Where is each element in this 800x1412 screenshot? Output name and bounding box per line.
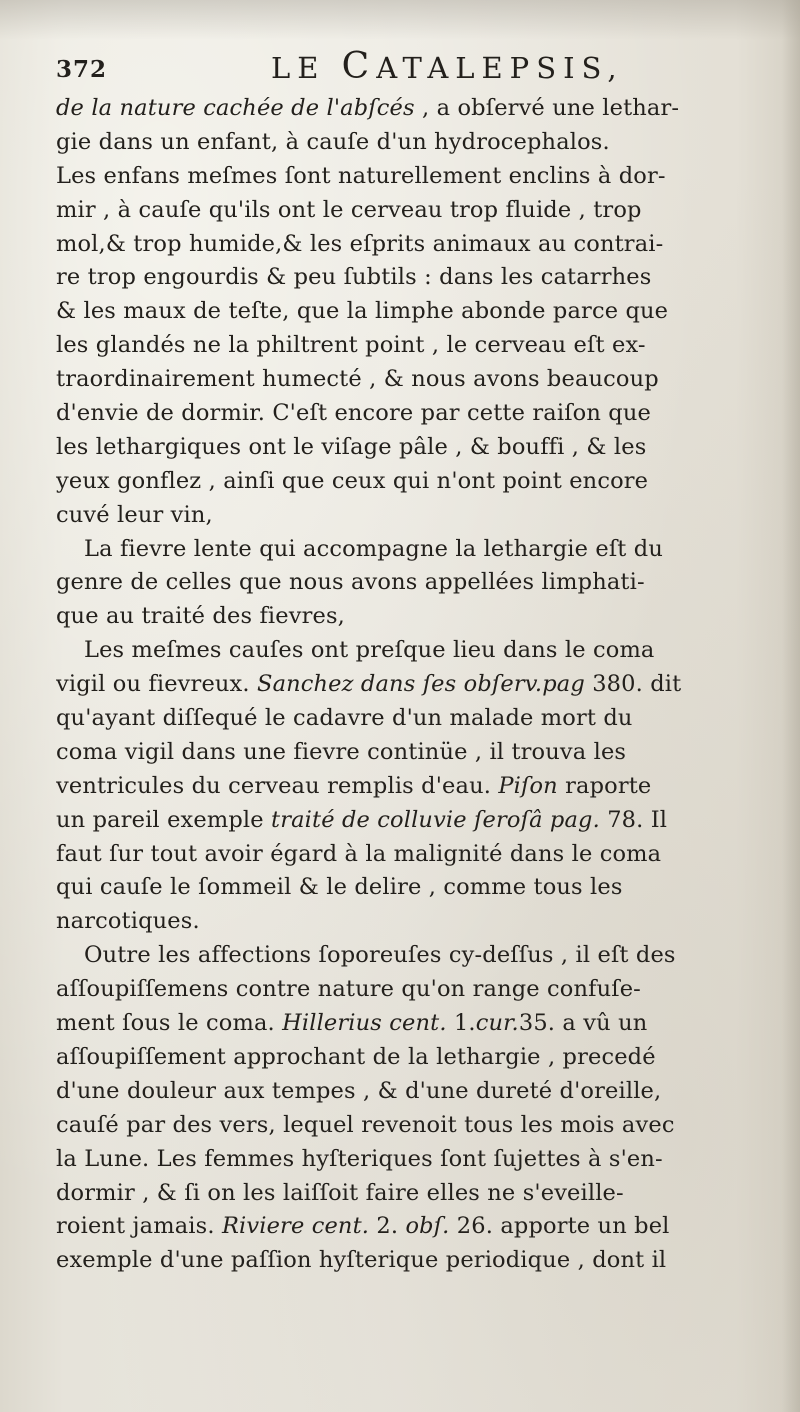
text-run: que au traité des fievres, xyxy=(56,603,345,630)
text-run: 2. xyxy=(369,1213,406,1240)
text-run: aſſoupiſſement approchant de la lethargie , precedé xyxy=(56,1043,656,1070)
text-run: gie dans un enfant, à cauſe d'un hydrocephalos. xyxy=(56,128,610,155)
page-header xyxy=(56,46,776,90)
text-run: & les maux de teſte, que la limphe abonde parce que xyxy=(56,298,669,325)
running-title-big-letter: C xyxy=(341,46,377,87)
text-line xyxy=(56,533,796,567)
text-line xyxy=(56,804,796,838)
text-line xyxy=(56,702,796,736)
text-run: Les meſmes cauſes ont preſque lieu dans le coma xyxy=(84,637,655,664)
running-title-part-a: E xyxy=(297,51,342,85)
text-line xyxy=(56,194,796,228)
text-run: ment ſous le coma. xyxy=(56,1010,283,1037)
text-line xyxy=(56,1075,796,1109)
text-run: d'une douleur aux tempes , & d'une dureté d'oreille, xyxy=(56,1077,662,1104)
text-run: 35. a vû un xyxy=(518,1010,648,1037)
text-run: faut ſur tout avoir égard à la malignité dans le coma xyxy=(56,840,662,867)
text-run: coma vigil dans une fievre continüe , il trouva les xyxy=(56,738,627,765)
text-line xyxy=(56,600,796,634)
text-run: qui cauſe le ſommeil & le delire , comme tous les xyxy=(56,874,623,901)
text-run: yeux gonflez , ainſi que ceux qui n'ont point encore xyxy=(56,467,649,494)
text-line xyxy=(56,499,796,533)
text-run: un pareil exemple xyxy=(56,806,271,833)
text-line xyxy=(56,295,796,329)
italic-citation: traité de colluvie ſeroſâ pag. xyxy=(271,806,600,833)
text-run: , a obſervé une lethar- xyxy=(414,95,680,121)
text-run: dormir , & ſi on les laiſſoit faire elles ne s'eveille- xyxy=(56,1179,624,1206)
running-title-first-letter: L xyxy=(271,51,298,85)
text-run: 26. apporte un bel xyxy=(449,1213,670,1240)
text-line xyxy=(56,1007,796,1041)
text-run: d'envie de dormir. C'eſt encore par cette raiſon que xyxy=(56,400,651,427)
text-line xyxy=(56,1177,796,1211)
text-run: les lethargiques ont le viſage pâle , & bouffi , & les xyxy=(56,433,647,460)
italic-citation: Hillerius cent. xyxy=(282,1010,447,1037)
text-run: mol,& trop humide,& les eſprits animaux au contrai- xyxy=(56,230,664,257)
text-line xyxy=(56,1109,796,1143)
text-line xyxy=(56,465,796,499)
text-run: Les enfans meſmes ſont naturellement enclins à dor- xyxy=(56,162,666,189)
italic-citation: cur. xyxy=(475,1010,519,1037)
text-line xyxy=(56,126,796,160)
text-run: la Lune. Les femmes hyſteriques ſont ſujettes à s'en- xyxy=(56,1145,663,1172)
italic-citation: obſ. xyxy=(405,1213,450,1240)
text-run: cauſé par des vers, lequel revenoit tous les mois avec xyxy=(56,1111,675,1138)
italic-citation: Sanchez dans ſes obſerv.pag xyxy=(257,671,585,698)
italic-citation: Riviere cent. xyxy=(221,1213,370,1240)
text-run: les glandés ne la philtrent point , le cerveau eſt ex- xyxy=(56,332,646,359)
text-line xyxy=(56,634,796,668)
text-line xyxy=(56,160,796,194)
text-line xyxy=(56,905,796,939)
text-line xyxy=(56,770,796,804)
text-line xyxy=(56,329,796,363)
running-title xyxy=(271,46,624,87)
text-run: aſſoupiſſemens contre nature qu'on range confuſe- xyxy=(56,976,641,1003)
text-run: roient jamais. xyxy=(56,1213,222,1240)
text-run: vigil ou fievreux. xyxy=(56,671,257,698)
text-line xyxy=(56,397,796,431)
text-run: 380. dit xyxy=(584,671,682,698)
running-title-part-b: ATALEPSIS, xyxy=(376,51,624,85)
text-line xyxy=(56,431,796,465)
text-run: qu'ayant diſſequé le cadavre d'un malade mort du xyxy=(56,705,633,732)
text-line xyxy=(56,228,796,262)
text-line xyxy=(56,668,796,702)
text-line xyxy=(56,871,796,905)
italic-citation: Piſon xyxy=(498,772,558,799)
text-line xyxy=(56,1210,796,1244)
italic-citation: de la nature cachée de l'abſcés xyxy=(56,95,415,121)
text-run: ventricules du cerveau remplis d'eau. xyxy=(56,772,499,799)
text-line xyxy=(56,838,796,872)
text-run: Outre les affections ſoporeuſes cy-deſſus , il eſt des xyxy=(84,942,676,969)
text-line xyxy=(56,939,796,973)
text-line xyxy=(56,261,796,295)
text-line xyxy=(56,1143,796,1177)
text-line xyxy=(56,973,796,1007)
text-run: 1. xyxy=(446,1010,476,1037)
text-run: cuvé leur vin, xyxy=(56,501,213,528)
text-run: genre de celles que nous avons appellées limphati- xyxy=(56,569,645,596)
body-text xyxy=(56,92,796,1278)
page-top-shadow xyxy=(0,0,800,40)
text-run: mir , à cauſe qu'ils ont le cerveau trop fluide , trop xyxy=(56,196,642,223)
text-line xyxy=(56,1244,796,1278)
text-run: La fievre lente qui accompagne la lethargie eſt du xyxy=(84,535,663,562)
text-run: traordinairement humecté , & nous avons beaucoup xyxy=(56,366,659,393)
text-run: exemple d'une paſſion hyſterique periodique , dont il xyxy=(56,1247,667,1274)
text-run: raporte xyxy=(557,772,652,799)
text-run: re trop engourdis & peu ſubtils : dans les catarrhes xyxy=(56,264,652,291)
text-line xyxy=(56,363,796,397)
text-line xyxy=(56,566,796,600)
text-line xyxy=(56,736,796,770)
text-line xyxy=(56,92,796,126)
text-run: narcotiques. xyxy=(56,908,200,935)
page-number: 372 xyxy=(56,56,108,83)
text-run: 78. Il xyxy=(599,806,668,833)
text-line xyxy=(56,1041,796,1075)
